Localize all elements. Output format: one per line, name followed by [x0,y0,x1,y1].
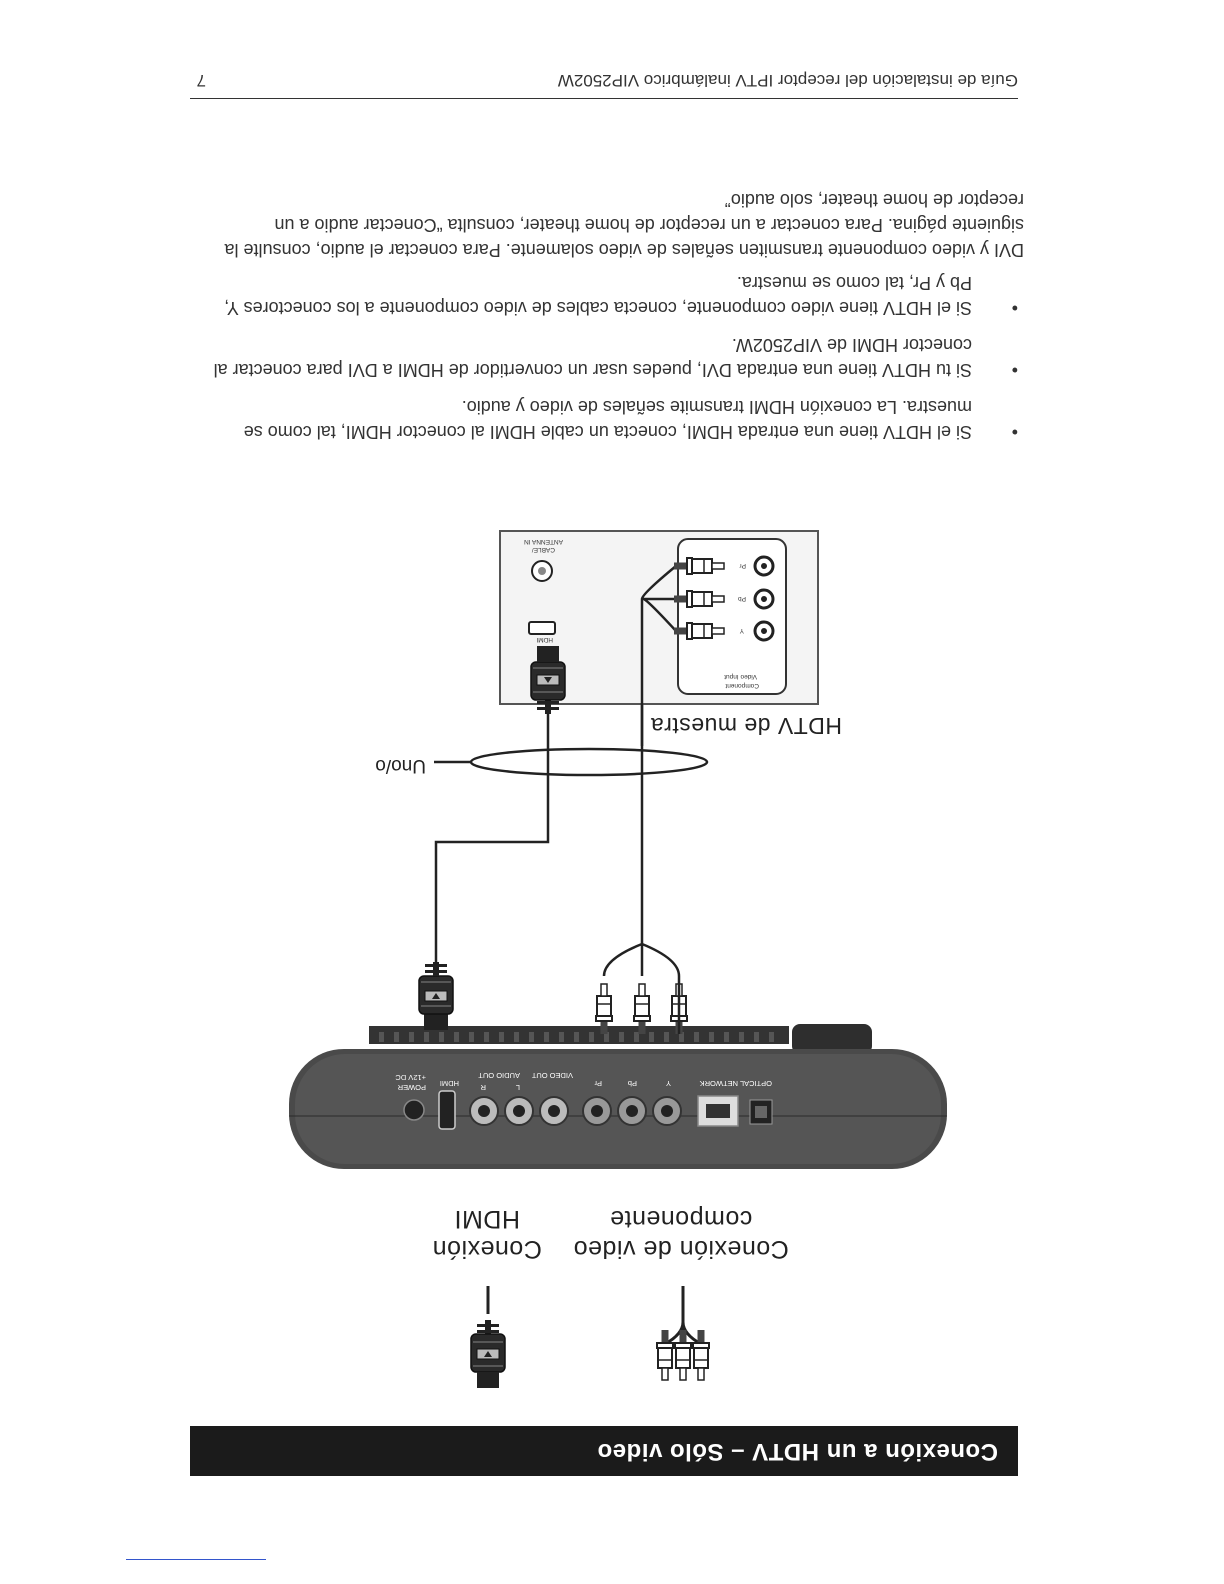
svg-text:HDMI: HDMI [439,1079,459,1088]
header-title: Guía de instalación del receptor IPTV inalámbrico VIP2502W [557,71,1018,90]
svg-text:AUDIO OUT: AUDIO OUT [478,1071,520,1080]
svg-text:R: R [480,1083,486,1092]
body-paragraph: DVI y video componente transmiten señales de video solamente. Para conectar el audio, consulte la siguiente página. Para conectar a un receptor de home theater, consulta “Conectar audio a un receptor de home theater, solo audio” [224,190,1024,260]
section-title-banner: Conexión a un HDTV – Sólo video [190,1426,1018,1476]
bullet-dot-icon: • [1011,298,1018,318]
svg-text:Pr: Pr [739,562,746,569]
bullet-item: • Si tu HDTV tiene una entrada DVI, puedes usar un convertidor de HDMI a DVI para conectar al conector HDMI de VIP2502W. [213,335,1018,380]
svg-text:Pr: Pr [594,1079,602,1088]
legend-component-label: Conexión de video componente [573,1205,789,1263]
either-or-ellipse [434,749,707,775]
svg-text:Component: Component [725,682,759,689]
svg-text:Pb: Pb [738,595,746,602]
instruction-bullets [204,258,1024,444]
hdtv-sample-label: HDTV de muestra [650,713,842,739]
header-rule [190,98,1018,99]
bullet-item: • Si el HDTV tiene una entrada HDMI, conecta un cable HDMI al conector HDMI, tal como se muestra. La conexión HDMI transmite señales de video y audio. [243,397,1018,442]
svg-text:+12V DC: +12V DC [395,1073,426,1082]
svg-text:CABLE/: CABLE/ [531,546,555,553]
page-number: 7 [196,71,206,90]
svg-text:Y: Y [665,1079,671,1088]
svg-text:Video Input: Video Input [724,673,757,680]
either-or-label: Uno/o [375,755,426,776]
svg-text:HDMI: HDMI [536,636,553,643]
bullet-dot-icon: • [1011,360,1018,380]
receiver-hdmi-plug [419,746,548,1030]
legend-hdmi-icon [471,1286,505,1388]
svg-text:VIDEO OUT: VIDEO OUT [531,1071,573,1080]
svg-text:NETWORK: NETWORK [699,1079,738,1088]
svg-text:OPTICAL: OPTICAL [739,1079,772,1088]
svg-text:Y: Y [739,627,744,634]
legend-component-icon [657,1286,709,1380]
legend-hdmi-label: Conexión HDMI [432,1205,542,1263]
receiver-back-panel [289,1024,947,1169]
svg-text:ANTENNA IN: ANTENNA IN [523,538,563,545]
svg-text:L: L [515,1083,520,1092]
bullet-dot-icon: • [1011,422,1018,442]
bullet-item: • Si el HDTV tiene video componente, conecta cables de video componente a los conectores Y, Pb y Pr, tal como se muestra. [224,273,1018,318]
svg-text:Pb: Pb [627,1079,637,1088]
svg-text:POWER: POWER [397,1083,426,1092]
